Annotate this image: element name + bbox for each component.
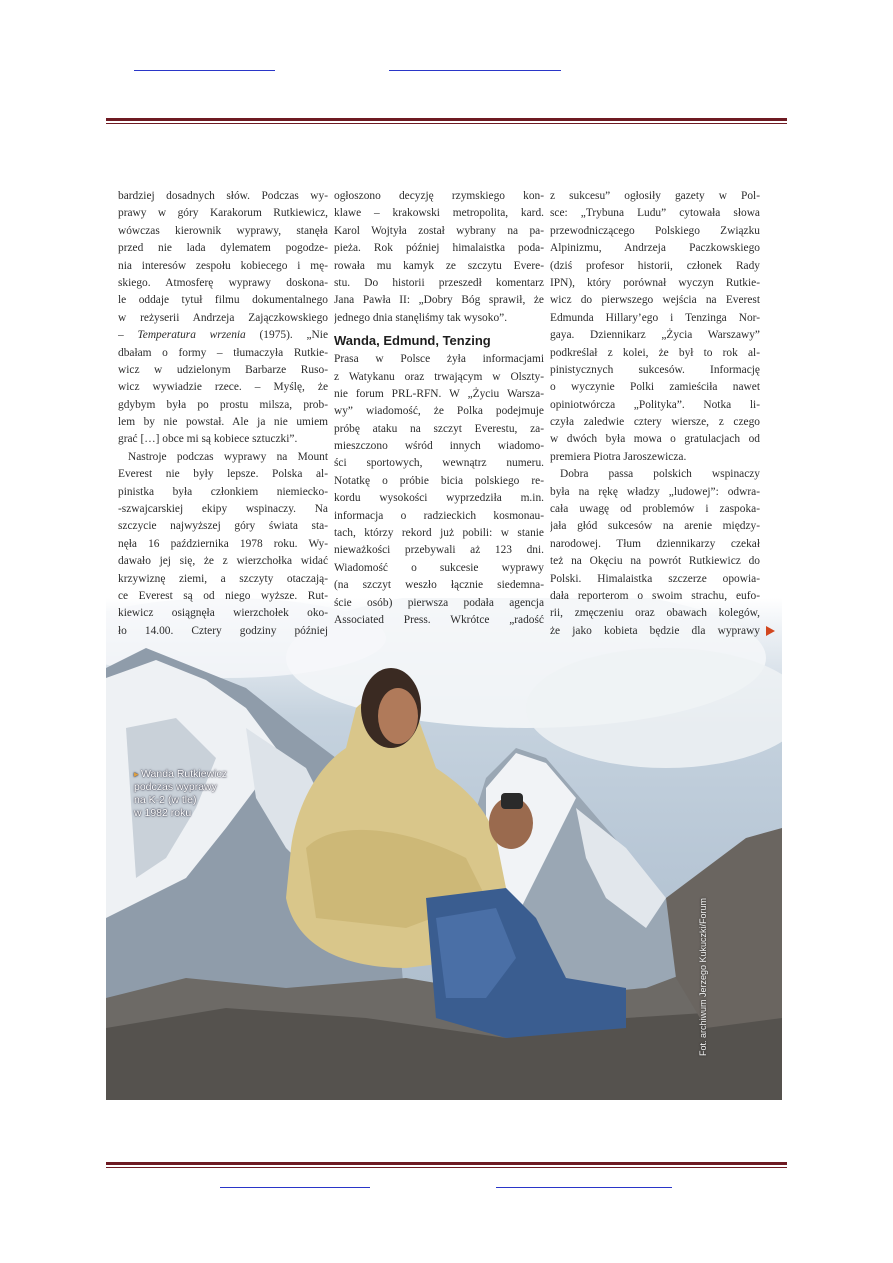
text-line: nia interesów zespołu kobiecego i mę- [118,259,328,272]
text-line: pieża. Rok później himalaistka poda- [334,242,544,255]
text-line: Jana Pawła II: „Dobry Bóg sprawił, że [334,294,544,307]
caption-line-1: ▸ Wanda Rutkiewicz [134,768,228,780]
text-line: też na Okęciu na powrót Rutkiewicz do [550,555,760,568]
text-line: Wiadomość o sukcesie wyprawy [334,561,544,574]
text-line: ce Everest są od niego wyższe. Rut- [118,589,328,602]
text-line: nie forum PRL-RFN. W „Życiu Warsza- [334,387,544,400]
film-title: Temperatura wrzenia [137,329,246,342]
text-line: czyła zaledwie cztery wiersze, z czego [550,416,760,429]
text-line: mieszczono wśród innych wiadomo- [334,440,544,453]
text-line: cała uwagę od problemów i zaspoka- [550,503,760,516]
text-line: nieważkości przebywali aż 123 dni. [334,544,544,557]
text-line: dbałam o formy – tłumaczyła Rutkie- [118,346,328,359]
text-line: klawe – krakowski metropolita, kard. [334,207,544,220]
text-line: skiego. Atmosferę wyprawy doskona- [118,276,328,289]
text-line: szczycie najwyższej góry świata sta- [118,520,328,533]
footer-rule [106,1162,787,1165]
text-line: tach, którzy rekord już pobili: w stanie [334,527,544,540]
text-line: Nastroje podczas wyprawy na Mount [128,450,328,463]
text-line: ogłoszono decyzję rzymskiego kon- [334,190,544,202]
text-line: rowała mu kamyk ze szczytu Evere- [334,259,544,272]
caption-line-4: w 1982 roku [134,807,192,819]
header-link-left[interactable] [134,70,275,71]
text-line: – Temperatura wrzenia (1975). „Nie [118,329,328,342]
text-line: Everest nie były lepsze. Polska al- [118,468,328,481]
text-line: lem by nie powstał. Ale ja nie umiem [118,416,328,429]
text-line: narodowej. Tłum dziennikarzy czekał [550,537,760,550]
text-line: wicz wywiadzie rzece. – Myślę, że [118,381,328,394]
text-line: gaya. Dziennikarz „Życia Warszawy” [550,329,760,342]
text-line: sce: „Trybuna Ludu” cytowała słowa [550,207,760,220]
text-line: rii, zmęczeniu oraz obawach kolegów, [550,607,760,620]
continue-arrow-icon [766,626,775,636]
photo-credit: Fot. archiwum Jerzego Kukuczki/Forum [698,897,708,1056]
text-line: Associated Press. Wkrótce „radość [334,613,544,626]
text-line: w reżyserii Andrzeja Zajączkowskiego [118,311,328,324]
text-line: Polski. Himalaistka szczerze opowia- [550,572,760,585]
text-line: wicz w udzielonym Barbarze Ruso- [118,363,328,376]
text-line: że jako kobieta będzie dla wyprawy [550,624,760,637]
text-line: ło 14.00. Cztery godziny później [118,624,328,637]
text-line: dawało jej się, że z wierzchołka widać [118,555,328,568]
text-line: o wyczynie Polki zamieściła nawet [550,381,760,394]
text-line: jednego dnia stanęliśmy tak wysoko”. [334,311,508,324]
article-columns [106,178,782,637]
text-line: z sukcesu” ogłosiły gazety w Pol- [550,190,760,202]
text-line: kordu wysokości wyprzedziła m.in. [334,492,544,505]
text-line: opiniotwórcza „Polityka”. Notka li- [550,398,760,411]
text-line: ście osób) pierwsza podała agencja [334,596,544,609]
footer-rule-thin [106,1167,787,1168]
header-link-right[interactable] [389,70,561,71]
text-line: pinistka była członkiem niemiecko- [118,485,328,498]
text-line: informacja o radzieckich kosmonau- [334,509,544,522]
article-photo [106,598,782,1100]
caption-line-3: na K-2 (w tle) [134,794,197,806]
header-rule [106,118,787,121]
text-line: była na rękę władzy „ludowej”: odwra- [550,485,760,498]
text-line: (na szczyt weszło łącznie siedemna- [334,579,544,592]
column-2 [334,188,544,629]
magazine-article [106,178,782,1100]
text-line: wówczas kierownik wyprawy, stanęła [118,224,328,237]
text-line: Prasa w Polsce żyła informacjami [334,353,544,366]
text-line: -szwajcarskiej ekipy wspinaczy. Na [118,503,328,516]
text-line: Dobra passa polskich wspinaczy [560,468,760,481]
text-line: bardziej dosadnych słów. Podczas wy- [118,190,328,202]
text-line: Alpinizmu, Andrzeja Paczkowskiego [550,242,760,255]
text-line: próbę ataku na szczyt Everestu, za- [334,422,544,435]
text-line: grać […] obce mi są kobiece sztuczki”. [118,433,298,446]
caption-marker-icon: ▸ [134,769,142,779]
text-line: pinistycznych sukcesów. Informację [550,363,760,376]
text-line: kiewicz osiągnęła wierzchołek oko- [118,607,328,620]
text-line: przed nie lada dylematem pogodze- [118,242,328,255]
text-line: krzywiznę ziemi, a szczyty otaczają- [118,572,328,585]
text-line: Karol Wojtyła został wybrany na pa- [334,224,544,237]
footer-link-left[interactable] [220,1187,370,1188]
text-line: wy” wiadomość, że Polka podejmuje [334,405,544,418]
text-line: dała reporterom o swoim strachu, eufo- [550,589,760,602]
text-line: ści sportowych, wewnątrz numeru. [334,457,544,470]
text-line: nęła 16 października 1978 roku. Wy- [118,537,328,550]
footer-link-right[interactable] [496,1187,672,1188]
text-line: premiera Piotra Jaroszewicza. [550,450,687,463]
text-line: Notatkę o próbie bicia polskiego re- [334,474,544,487]
text-line: (dziś profesor historii, członek Rady [550,259,760,272]
text-line: z Watykanu oraz trwającym w Olszty- [334,370,544,383]
column-3 [550,188,760,640]
text-line: gdybym była po prostu milsza, prob- [118,398,328,411]
text-line: jała głód sukcesów na arenie między- [550,520,760,533]
text-line: IPN), który porównał wyczyn Rutkie- [550,276,760,289]
photo-caption [134,768,254,820]
text-line: prawy w góry Karakorum Rutkiewicz, [118,207,328,220]
text-line: przewodniczącego Polskiego Związku [550,224,760,237]
caption-line-2: podczas wyprawy [134,781,217,793]
text-line: le oddaje tytuł filmu dokumentalnego [118,294,328,307]
text-line: wicz do pierwszego wejścia na Everest [550,294,760,307]
photo-illustration [106,598,782,1100]
text-line: podkreślał z kolei, że był to rok al- [550,346,760,359]
text-line: Edmunda Hillary’ego i Tenzinga Nor- [550,311,760,324]
section-heading: Wanda, Edmund, Tenzing [334,333,491,349]
text-line: w dwóch była mowa o gratulacjach od [550,433,760,446]
text-line: stu. Do historii przeszedł komentarz [334,276,544,289]
header-rule-thin [106,123,787,124]
column-1 [118,188,328,640]
